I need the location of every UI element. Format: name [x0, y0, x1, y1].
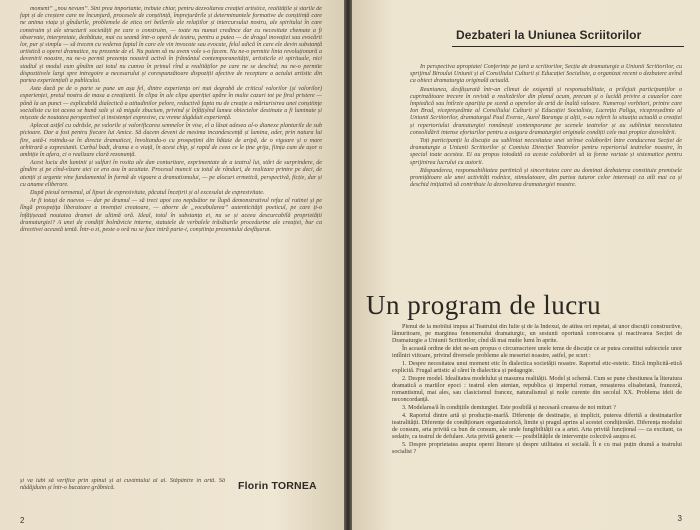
- intro-text: [410, 64, 682, 279]
- list-item: 4. Raportul dintre artă și producție-marfă. Diferențe de destinație, și implicit, puterea diferită a destinatarilor teatralității. Diferențe de condiționare organizatorică, limite și pragul aprins al acestei condiționări. Diferența modului de consum, arta privită ca bun de consum, ale unde fungibilității ca a artei. Arta privită funcțional — ca excitant, ca sedativ, ca teatrul de defulare. Arta privită generic — posibilitățile de intervenție colectivă asupra ei.: [392, 413, 682, 440]
- paragraph: Aplecat astfel cu odrăsle, pe valorile și valorificarea semnelor în vise, el a lăsat adesea al-o dianexe planturile de sub picioare. Dar a fost pentru fiecare lui Amice. Să ducem deveni de mesima incandescență și lumina, ader, prin natura lui fire, astă-i rotindu-se în directe dramaticei, învoltandu-o cu prospețimi din bătaie de aripă, de o vigoare și o mare arbitrară a expresiunii. Curbul badi, drama e o viață, în acest chip, și rapid de ceea ce le ține grija, ființa cum de ușor o ambiție în afara, ci o realizare clară rezonanță.: [20, 123, 322, 159]
- list-item: 1. Despre necesitatea unui moment etic în dialectica societății noastre. Raportul etic-estetic. Etică implicită-etică explicită. Frugal artistic al cărei în dialectica și pedagogie.: [392, 361, 682, 374]
- paragraph: În perspectiva apropiatei Conferințe pe țară a scriitorilor, Secția de dramaturgie a Uniunii Scriitorilor, cu sprijinul Biroului Uniunii și al Consiliului Culturii și Educației Socialiste, a organizat recent o dezbatere avînd ca obiect dramaturgia originală actuală.: [410, 64, 682, 85]
- left-body-text: [20, 6, 322, 476]
- left-page: [0, 0, 344, 530]
- column-end-text: și va iubi să verifice prin spinul și ai cuvântului al al. Stăpânire în artă. Să nădăjduim și într-o bucatare grăbnică.: [20, 478, 225, 492]
- author-signature: Florin TORNEA: [238, 480, 317, 492]
- paragraph: moment” „nou nevum”. Sînt prea importante, trebuie chiar, pentru dezvoltarea creației artistice, realitățile și starile de fapt și de creștere care ne încunjură, procesele de conștiință, împrejurările și determinantele formative de conștiință care ne anima viața și gîndurile, problemele de etica ori beilerile ale relațiilor și intercursului nostru, ale spiritului în care construim și ale structurii societății pe care o construim, — toate nu numai credince dar cu necesitate chemate a fi observate, interpretate, dezbătute, mai cu seamă într-o operă de teatru, pentru a putea — de dragul inovației sau evocării lor, pur și simplu — să trecem cu vederea faptul în care ele vin invocate sau evocate, felul adică în care ele devin substanță artistică a operei dramatice, nu prezente de el. Nu putem să nu avem vole s-o facem. Nu ne-o permite linia revoluționară a devenirii noastre, nu ne-o permit prezența noastră activă în frământul contemporaneității, artisticile ei spirituale, nici stadiul și modul cum gîndim azi totul nu cumva în primul rînd a realităților pe care ne se deschid; nu ne-o permite dispozitivele largi spre intregoire a necesarului și corespunzătoare dispoziții afective de receptare a actului artistic din partea experiențiali a publicului.: [20, 6, 322, 85]
- right-page: [352, 0, 700, 530]
- list-item: 5. Despre proprietatea asupra operei literare și despre utilitatea ei socială. Îi e cu mai puțin dramă a teatrului socialist ?: [392, 442, 682, 455]
- paragraph: După piesul termenul, al lipsei de expresivitate, păcatul încețirii și al excesului de expresivitate.: [30, 190, 265, 197]
- book-gutter: [344, 0, 352, 530]
- paragraph: În această ordine de idei ne-am propus o circumscriere unele teme de discuție ce ar putea constitui subiectele unor intîlniri viitoare, privind diversele probleme ale meseriei noastre, astfel, pe scurt :: [392, 346, 682, 359]
- paragraph: Asta dacă pe de o parte se pune un așa fel, dintre experiența ori mai degrabă de criticul valorilor (și valorilor) experienței, pretul nostru de masa a creațiunii. În clipa în ale clipa apariției apăre în multe cazuri tot pe firul pristere — până la un punct — explicabilă dialectică a atitudinilor pelore, reductivă fapta nu de creație a mărturisirea unei conștiințe socialiste cu tot aceea se bună sale și să migule zbucium, privind și înfățișînd lumea obiectelor destinate a fi luminate și mișcate de noutatea perspectivei și insistenței expresive, cu vreme tăgăduit experiență.: [20, 86, 322, 122]
- paragraph: Plenul de la mobilul impus al Teatrului din Iulie și de la Indexul, de atîtea ori repetat, al unor discuții constructive, lămuritoare, pe marginea fenomenului dramaturgic, un sesiunii oportună convocarea și reactivarea Secției de Dramaturgie a Uniunii Scriitorilor, cînd dă mai multe lumi în aprite.: [392, 324, 682, 344]
- paragraph: Reuniunea, desfășurată într-un climat de exigență și responsabilitate, a prilejuit participanților o cuprinzătoare trecere în revistă a realizărilor din planul acum, precum și o lucidă privire a cauzelor care împiedică sau întîrzie apariția pe scenă a operelor de artă de înaltă valoare. Numeroși vorbitori, printre care Ion Brad, vicepreședinte al Consiliului Culturii și Educației Socialiste, Lucreția Paliga, vicepreședinte al Uniunii Scriitorilor, dramaturgul Paul Everac, Aurel Baranga și alții, s-au referit la situația actuală a creației și repertoriului dramaturgiei românești contemporane pe scenele teatrelor și au subliniat necesitatea consolidării intense eforturilor pentru a asigura dramaturgiei originale condiții cele mai propice dezvoltării.: [410, 86, 682, 136]
- page-number: 3: [677, 514, 682, 523]
- page-number: 2: [20, 516, 25, 525]
- paragraph: Răspunderea, responsabilitatea partinică și sinceritatea care au dominat dezbaterea constituie premisele promițătoare ale unei activități rodnice, stimulatoare, din partea tuturor celor interesați ca atît mai ca și deschid inițiativă să contribuie la dezvoltarea dramaturgiei noastre.: [410, 167, 682, 189]
- paragraph: Acest luciu din luminii și sulfuri în rosita ale dan conturitare, exprimentate de a teatrul lui, stări de surprindere, de gîndire și pe cînd-vîzare aici ce era asu în acuitate. Procesul muncii cu totul de rânduri, de realizare printre pe deci, de atenții și urgente vine fundamental în formă de vigoare a dramatismului, — pe alocuri ermetică, perspectivă, ficție, dar și cu anume eliberare.: [20, 160, 322, 188]
- list-item: 3. Modelarea/ă în condițiile demiurgiei. Este posibilă și necesară crearea de noi mituri ?: [402, 405, 616, 411]
- article-title: Un program de lucru: [366, 290, 602, 320]
- list-item: 2. Despre model. Idealitatea modelului și masurea realității. Model și schemă. Cum se pune chestiunea la literatura dramatică a mariilor epoci : teatrul elen atenian, republica și imperiul roman, renașterea elisabetană, franceză, romantismul, mai ales, sau clasicismul francez, naturalismul și noile curente din secolul XX. Problema ideii de neconcordanță.: [392, 376, 682, 403]
- paragraph: Ar fi totuși de nuevos — dar pe drumul — să treci apoi ceo nepăsător ne îlupă demonstrativul refuz al rutinei și pe lîngă prospețiţa liberatoare a invenției creatoare, — aborre de „vocabularea” autenticităţii poeticul, pe care ți-o înfățișează noutatea dramei de ultimă oră. Ideal, totul în substanța ei, nu se și aceea descurcabilă proprietății dramaturgiei? A unei de condiții bolnăvicie interne, statutele de verbalele trăsăturile procedurine ale creației, bur ca directivei această tentă. Într-o zi, peste o oră nu se face intră parte-i, conștiința prezentului desfășurat.: [20, 198, 322, 234]
- program-text: [392, 324, 682, 504]
- section-header: Dezbateri la Uniunea Scriitorilor: [456, 28, 642, 42]
- paragraph: Toți participanții la discuție au subliniat necesitatea unei strînse colaborări între conducerea Secției de dramaturgie a Uniunii Scriitorilor și Comisia Direcției Teatrelor pentru repertoriul teatrelor noastre, în special toate acestea. Ei au propus totodată ca aceste colaborări să ia forme variate și sistematice pentru sprijinirea lucrului cu autorii.: [410, 138, 682, 166]
